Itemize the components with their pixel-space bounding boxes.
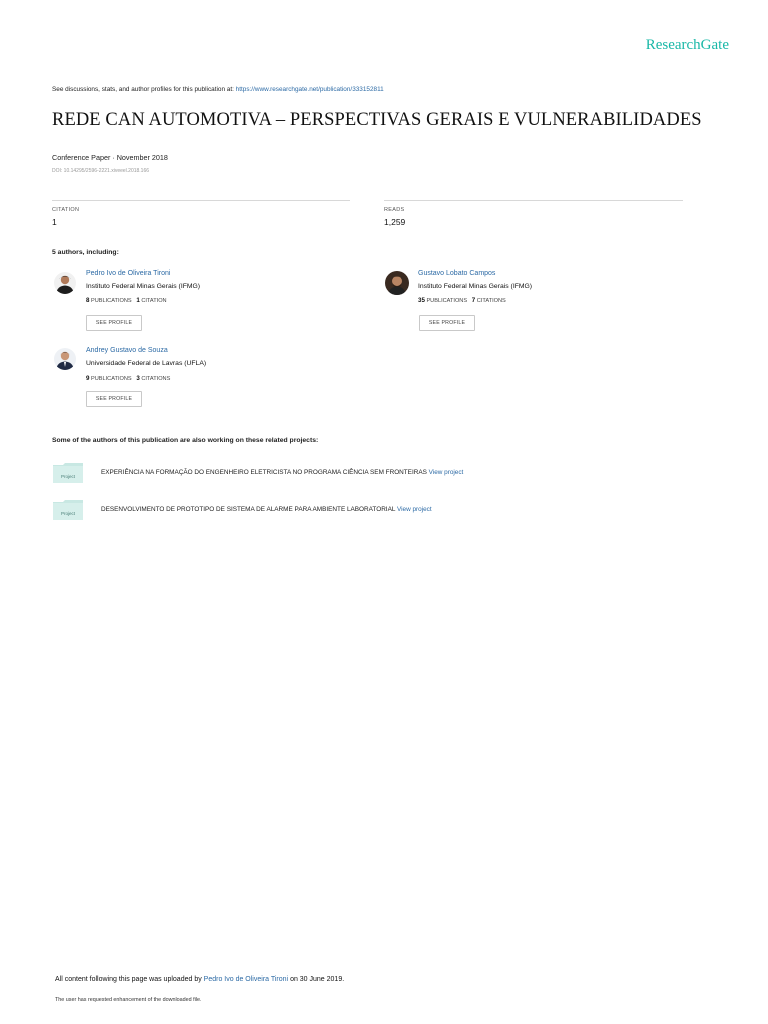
see-profile-button[interactable]: SEE PROFILE	[86, 391, 142, 407]
citations-count: 3	[136, 375, 140, 382]
reads-label: READS	[384, 207, 405, 213]
publications-label: PUBLICATIONS	[426, 298, 468, 304]
author-institution: Universidade Federal de Lavras (UFLA)	[86, 360, 207, 367]
projects-heading: Some of the authors of this publication are also working on these related projects:	[52, 437, 319, 444]
authors-heading: 5 authors, including:	[52, 249, 119, 256]
person-avatar-icon	[54, 348, 76, 370]
publications-label: PUBLICATIONS	[91, 298, 132, 304]
project-icon-label: Project	[60, 511, 76, 516]
author-institution: Instituto Federal Minas Gerais (IFMG)	[418, 283, 533, 290]
author-name-link[interactable]: Pedro Ivo de Oliveira Tironi	[86, 270, 171, 277]
discussion-text: See discussions, stats, and author profiles for this publication at:	[52, 86, 234, 93]
avatar[interactable]	[54, 272, 76, 294]
divider	[384, 200, 683, 201]
paper-meta: Conference Paper · November 2018	[52, 153, 168, 162]
author-name-link[interactable]: Andrey Gustavo de Souza	[86, 347, 168, 354]
citations-label: CITATION	[141, 298, 167, 304]
researchgate-logo[interactable]: ResearchGate	[645, 37, 729, 53]
person-avatar-icon	[385, 271, 409, 295]
citation-count: 1	[52, 217, 57, 227]
enhancement-note: The user has requested enhancement of the downloaded file.	[55, 997, 202, 1003]
author-name-link[interactable]: Gustavo Lobato Campos	[418, 270, 496, 277]
publications-count: 9	[86, 375, 90, 382]
upload-suffix: on 30 June 2019.	[290, 976, 345, 983]
avatar[interactable]	[54, 348, 76, 370]
project-item	[101, 469, 463, 476]
publications-count: 35	[418, 297, 425, 304]
paper-doi: DOI: 10.14295/2596-2221.xiveeel.2018.166	[52, 168, 150, 174]
see-profile-button[interactable]: SEE PROFILE	[86, 315, 142, 331]
publications-label: PUBLICATIONS	[91, 376, 132, 382]
publications-count: 8	[86, 297, 90, 304]
person-avatar-icon	[54, 272, 76, 294]
project-folder-icon	[53, 500, 83, 518]
publication-url-link[interactable]: https://www.researchgate.net/publication/333152811	[235, 86, 384, 93]
author-stats	[86, 297, 167, 304]
project-title: DESENVOLVIMENTO DE PROTOTIPO DE SISTEMA DE ALARME PARA AMBIENTE LABORATORIAL	[101, 506, 396, 513]
reads-count: 1,259	[384, 217, 406, 227]
view-project-link[interactable]: View project	[428, 469, 464, 476]
author-institution: Instituto Federal Minas Gerais (IFMG)	[86, 283, 201, 290]
divider	[52, 200, 350, 201]
citations-count: 1	[136, 297, 140, 304]
citations-count: 7	[471, 297, 476, 304]
paper-title: REDE CAN AUTOMOTIVA – PERSPECTIVAS GERAIS E VULNERABILIDADES	[52, 110, 702, 130]
citations-label: CITATIONS	[476, 298, 506, 304]
upload-prefix: All content following this page was uploaded by	[55, 976, 202, 983]
citations-label: CITATIONS	[141, 376, 171, 382]
author-stats	[418, 297, 506, 304]
project-title: EXPERIÊNCIA NA FORMAÇÃO DO ENGENHEIRO ELETRICISTA NO PROGRAMA CIÊNCIA SEM FRONTEIRAS	[101, 469, 427, 476]
project-folder-icon	[53, 463, 83, 481]
upload-notice	[55, 976, 344, 983]
view-project-link[interactable]: View project	[396, 506, 432, 513]
see-profile-button[interactable]: SEE PROFILE	[419, 315, 475, 331]
uploader-link[interactable]: Pedro Ivo de Oliveira Tironi	[203, 976, 289, 983]
citation-label: CITATION	[52, 207, 80, 213]
project-icon-label: Project	[60, 474, 76, 479]
author-stats	[86, 375, 170, 382]
project-item	[101, 506, 432, 513]
avatar[interactable]	[385, 271, 409, 295]
discussion-line	[52, 86, 384, 93]
